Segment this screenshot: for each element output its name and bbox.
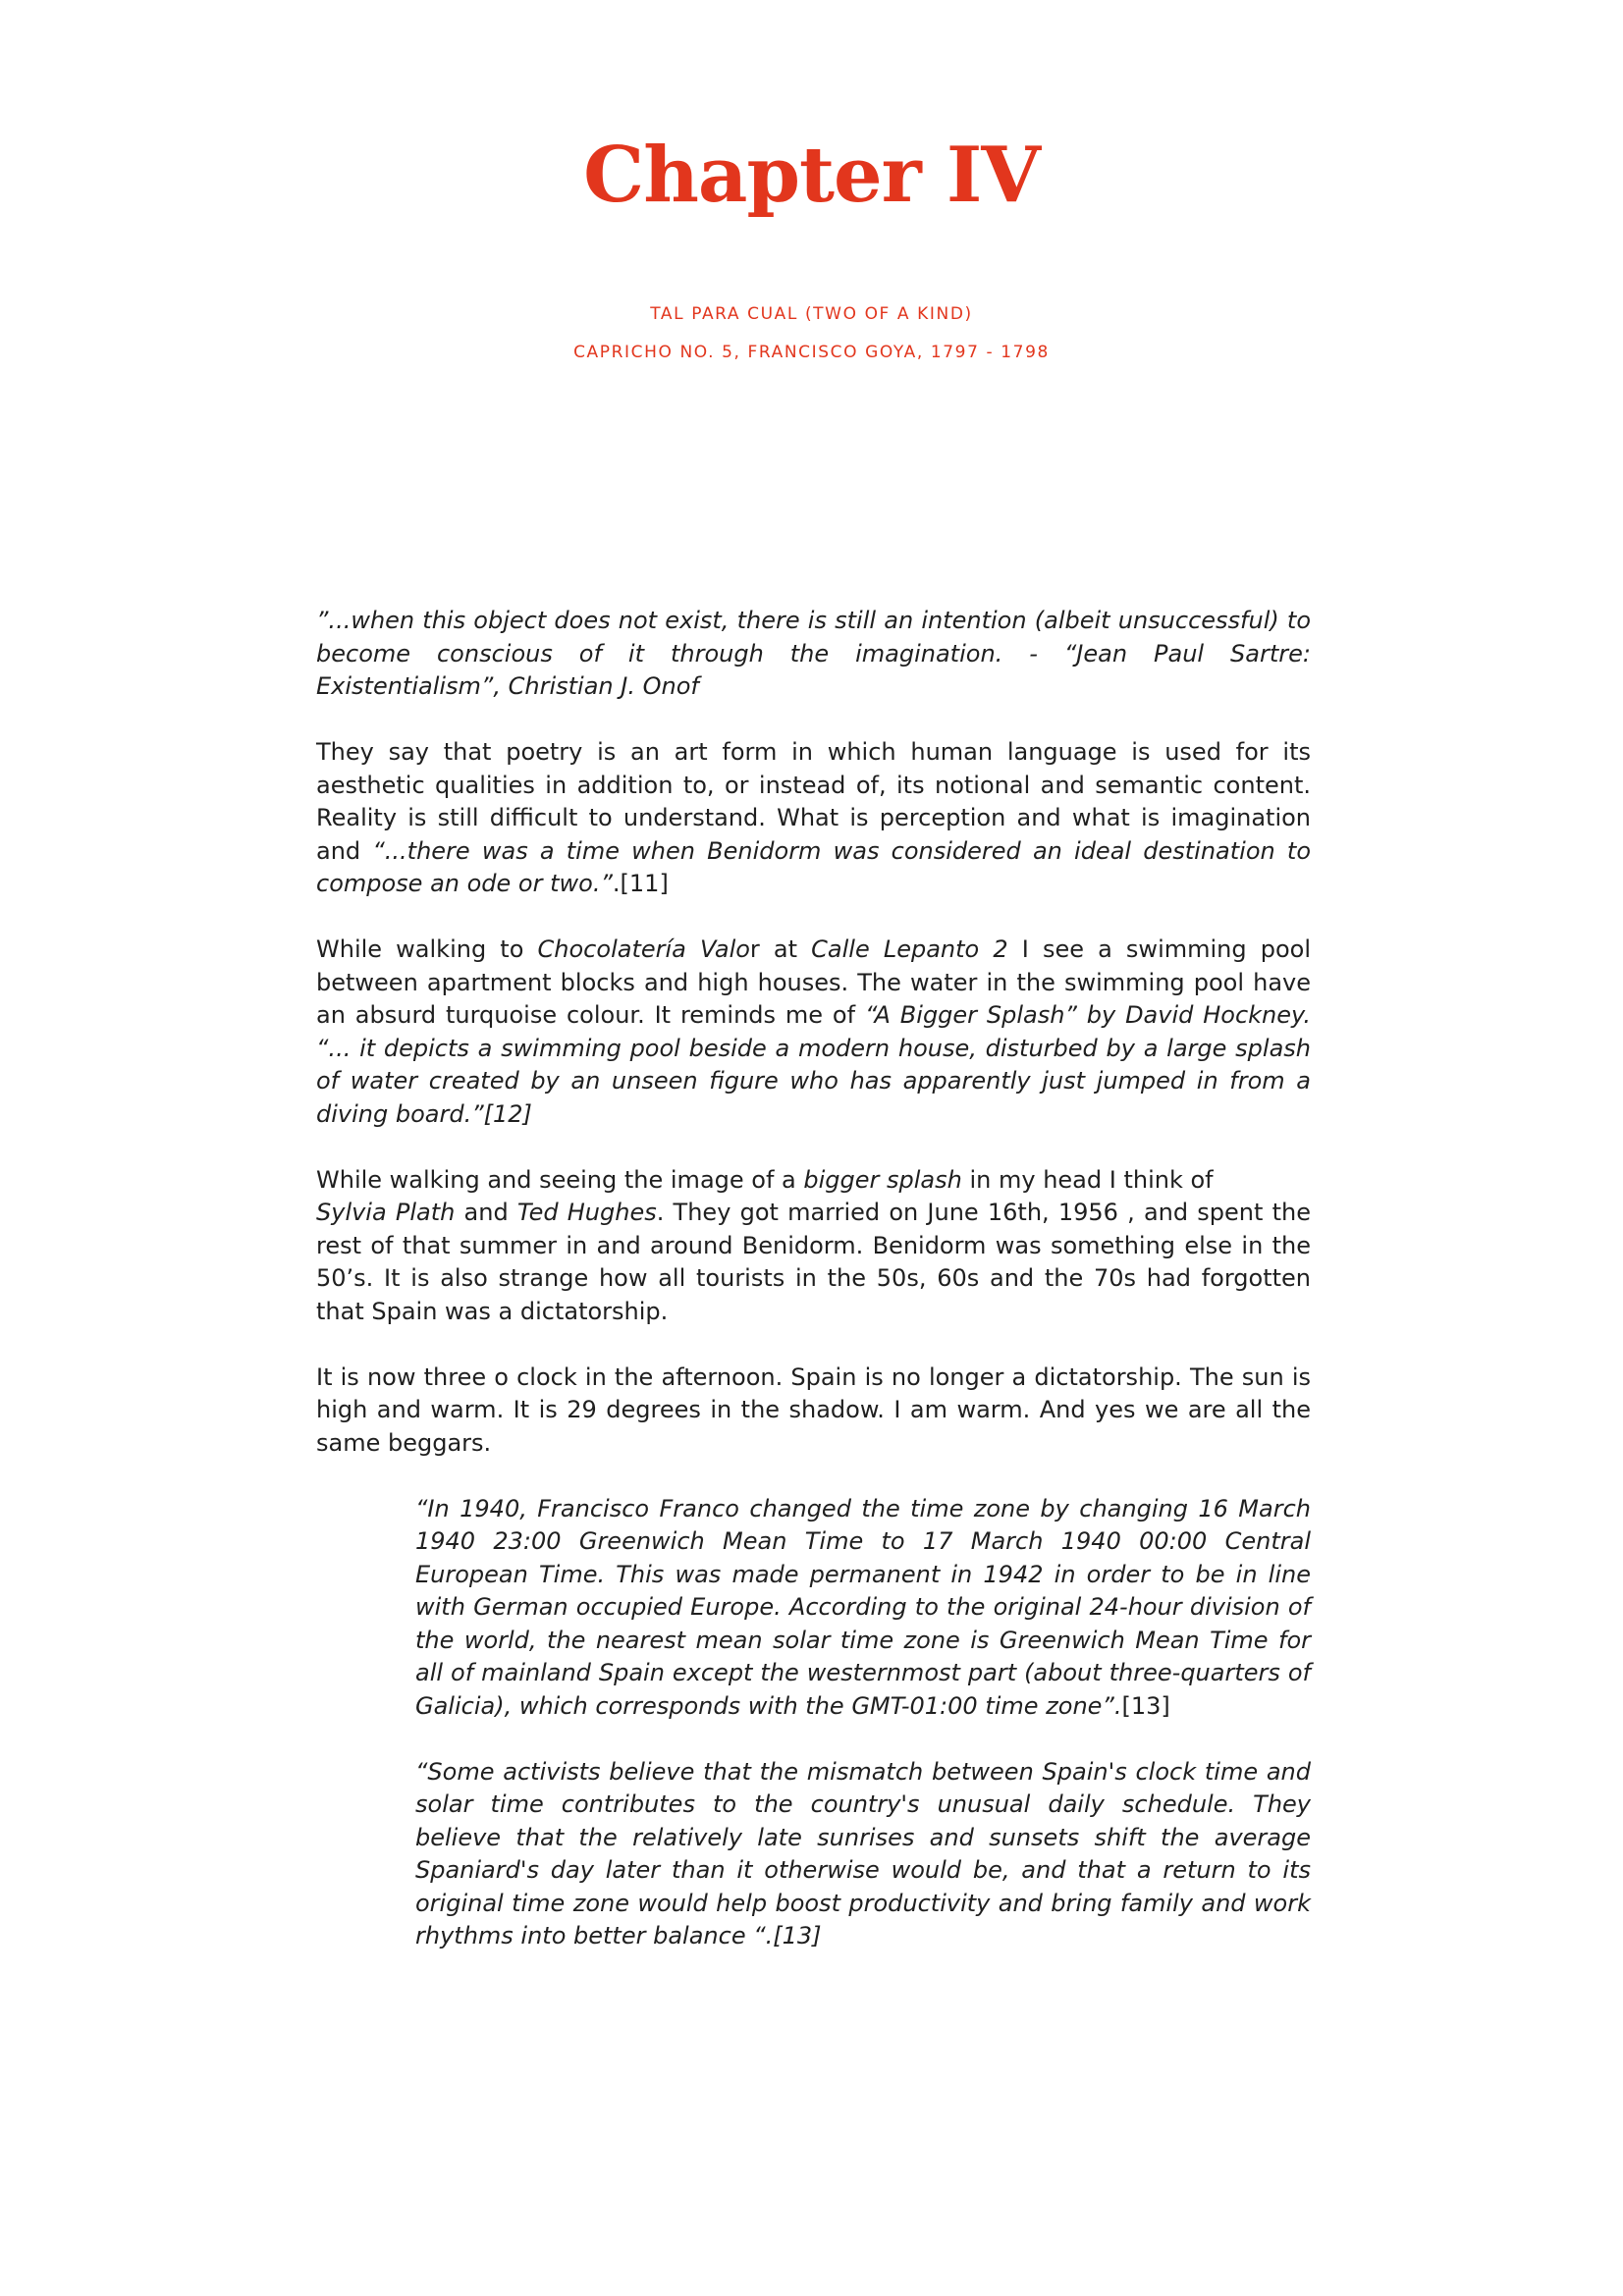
pool-text-2: r at	[749, 935, 812, 963]
quote-time-zone-text: “In 1940, Francisco Franco changed the time zone by changing 16 March 1940 23:00 Greenwich Mean Time to 17 March 1940 00:00 Central European Time. This was made permanent in 1942 in order to be in line with German occupied Europe. According to the original 24-hour division of the world, the nearest mean solar time zone is Greenwich Mean Time for all of mainland Spain except the westernmost part (about three-quarters of Galicia), which corresponds with the GMT-01:00 time zone”.	[415, 1494, 1311, 1720]
chapter-subtitle-artwork: TAL PARA CUAL (TWO OF A KIND)	[650, 304, 973, 324]
chocolateria-name: Chocolatería Valo	[537, 935, 750, 963]
pool-text-3: I see a swimming pool between apartment blocks and high houses. The water in the swimming pool have an absurd turquoise colour. It reminds me of	[316, 935, 1311, 1029]
chapter-subtitle-source: CAPRICHO NO. 5, FRANCISCO GOYA, 1797 - 1798	[573, 343, 1050, 362]
plath-text-3: and	[455, 1199, 517, 1226]
bigger-splash-phrase: bigger splash	[803, 1165, 962, 1194]
footnote-ref-11: .[11]	[612, 870, 669, 897]
paragraph-swimming-pool	[316, 934, 1311, 1131]
plath-text-2: in my head I think of	[961, 1165, 1214, 1194]
quote-time-zone-franco	[415, 1493, 1311, 1724]
footnote-ref-13a: [13]	[1121, 1691, 1170, 1720]
epigraph-text: ”...when this object does not exist, there is still an intention (albeit unsuccessful) to become conscious of it through the imagination. - “Jean Paul Sartre: Existentialism”, Christian J. Onof	[316, 607, 1311, 700]
plath-text-1: While walking and seeing the image of a	[316, 1165, 804, 1194]
chapter-body	[316, 605, 1311, 1953]
street-name: Calle Lepanto 2	[811, 935, 1008, 963]
pool-text-1: While walking to	[316, 935, 538, 963]
benidorm-quote: “...there was a time when Benidorm was considered an ideal destination to compose an ode or two.”	[316, 836, 1312, 897]
epigraph	[316, 605, 1311, 704]
quote-activists-text: “Some activists believe that the mismatch between Spain's clock time and solar time contributes to the country's unusual daily schedule. They believe that the relatively late sunrises and sunsets shift the average Spaniard's day later than it otherwise would be, and that a return to its original time zone would help boost productivity and bring family and work rhythms into better balance “.[13]	[415, 1757, 1311, 1949]
plath-text-4: . They got married on June 16th, 1956 , and spent the rest of that summer in and around Benidorm. Benidorm was something else in the 50’s. It is also strange how all tourists in the 50s, 60s and the 70s had forgotten that Spain was a dictatorship.	[316, 1199, 1311, 1325]
paragraph-poetry-text: They say that poetry is an art form in which human language is used for its aesthetic qualities in addition to, or instead of, its notional and semantic content. Reality is still difficult to understand. What is perception and what is imagination and	[316, 738, 1311, 865]
hockney-quote: “A Bigger Splash” by David Hockney. “... it depicts a swimming pool beside a modern house, disturbed by a large splash of water created by an unseen figure who has apparently just jumped in from a diving board.”[12]	[316, 1001, 1312, 1128]
sylvia-plath-name: Sylvia Plath	[316, 1199, 456, 1226]
ted-hughes-name: Ted Hughes	[516, 1199, 657, 1226]
chapter-title: Chapter IV	[583, 131, 1040, 220]
paragraph-poetry	[316, 736, 1311, 901]
paragraph-afternoon: It is now three o clock in the afternoon. Spain is no longer a dictatorship. The sun is high and warm. It is 29 degrees in the shadow. I am warm. And yes we are all the same beggars.	[316, 1362, 1311, 1457]
paragraph-plath-hughes	[316, 1164, 1311, 1329]
quote-activists	[415, 1756, 1311, 1953]
